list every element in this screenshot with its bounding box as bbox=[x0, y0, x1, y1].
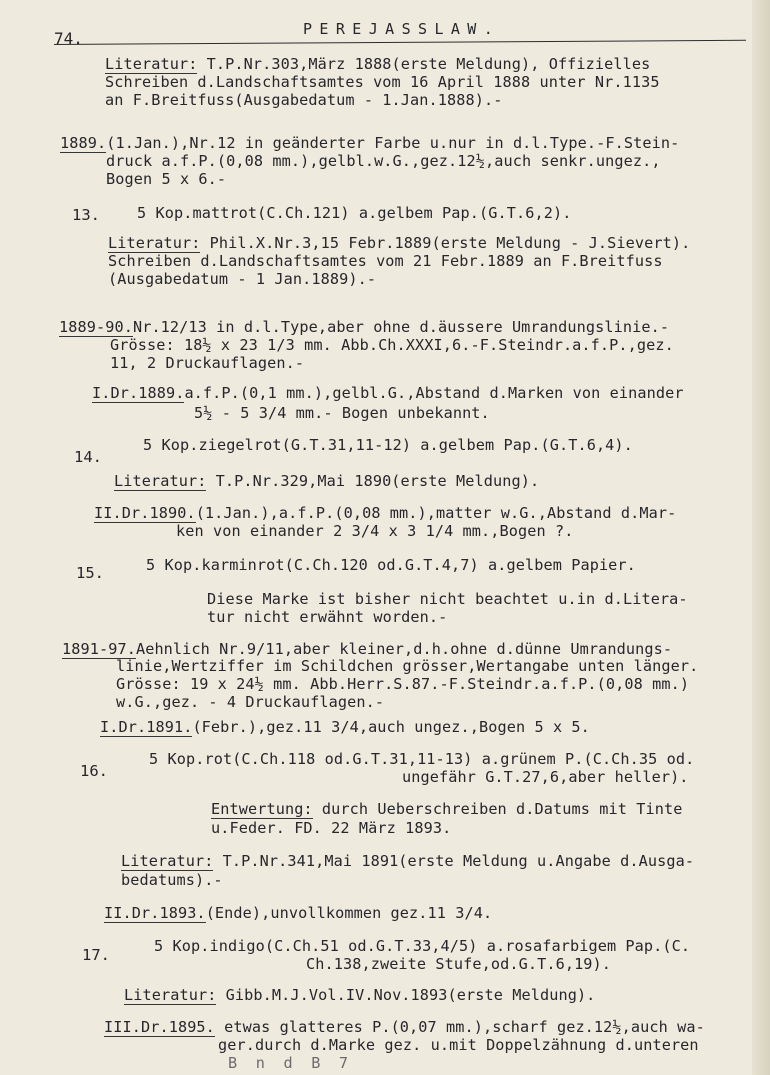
stamp-16-description-line1: 5 Kop.rot(C.Ch.118 od.G.T.31,11-13) a.grünem P.(C.Ch.35 od. bbox=[149, 750, 695, 768]
stamp-17-description-line1: 5 Kop.indigo(C.Ch.51 od.G.T.33,4/5) a.rosafarbigem Pap.(C. bbox=[154, 937, 691, 955]
printing-label: II.Dr.1890. bbox=[94, 504, 196, 522]
issue-year-label: 1889. bbox=[60, 134, 107, 152]
printing-1895-line2: ger.durch d.Marke gez. u.mit Doppelzähnung d.unteren bbox=[218, 1036, 699, 1054]
page-title: PEREJASSLAW. bbox=[303, 20, 501, 38]
issue-1891-97-line4: w.G.,gez. - 4 Druckauflagen.- bbox=[116, 693, 385, 711]
issue-1891-97-line3: Grösse: 19 x 24½ mm. Abb.Herr.S.87.-F.Steindr.a.f.P.(0,08 mm.) bbox=[116, 675, 690, 693]
printing-label: I.Dr.1889. bbox=[92, 384, 185, 402]
printing-label: II.Dr.1893. bbox=[104, 904, 206, 922]
issue-1889-90-line2: Grösse: 18½ x 23 1/3 mm. Abb.Ch.XXXI,6.-F.Steindr.a.f.P.,gez. bbox=[110, 336, 674, 354]
stamp-number-13: 13. bbox=[72, 206, 100, 224]
literature-label: Literatur: bbox=[114, 472, 207, 490]
stamp-number-14: 14. bbox=[74, 448, 102, 466]
cancellation-line1: Entwertung: durch Ueberschreiben d.Datums mit Tinte bbox=[211, 800, 683, 818]
stamp-13-description: 5 Kop.mattrot(C.Ch.121) a.gelbem Pap.(G.T.6,2). bbox=[137, 204, 572, 222]
stamp-number-15: 15. bbox=[76, 564, 104, 582]
issue-1889-line3: Bogen 5 x 6.- bbox=[106, 170, 227, 188]
literature-label: Literatur: bbox=[105, 55, 198, 73]
literature-1888-line1: Literatur: T.P.Nr.303,März 1888(erste Meldung), Offizielles bbox=[105, 55, 651, 73]
literature-1889-line1: Literatur: Phil.X.Nr.3,15 Febr.1889(erste Meldung - J.Sievert). bbox=[108, 234, 691, 252]
printing-1891-line1: I.Dr.1891.(Febr.),gez.11 3/4,auch ungez.,Bogen 5 x 5. bbox=[100, 718, 590, 736]
issue-1889-line2: druck a.f.P.(0,08 mm.),gelbl.w.G.,gez.12½,auch senkr.ungez., bbox=[106, 152, 661, 170]
stamp-15-note-line2: tur nicht erwähnt worden.- bbox=[207, 608, 448, 626]
stamp-number-17: 17. bbox=[82, 946, 110, 964]
printing-label: III.Dr.1895. bbox=[104, 1018, 215, 1036]
printing-1889-line2: 5½ - 5 3/4 mm.- Bogen unbekannt. bbox=[194, 404, 490, 422]
literature-1889-line3: (Ausgabedatum - 1 Jan.1889).- bbox=[108, 270, 377, 288]
printing-1889-line1: I.Dr.1889.a.f.P.(0,1 mm.),gelbl.G.,Abstand d.Marken von einander bbox=[92, 384, 684, 402]
stamp-15-description: 5 Kop.karminrot(C.Ch.120 od.G.T.4,7) a.gelbem Papier. bbox=[146, 556, 636, 574]
stamp-15-note-line1: Diese Marke ist bisher nicht beachtet u.in d.Litera- bbox=[207, 590, 688, 608]
issue-year-label: 1889-90. bbox=[59, 318, 133, 336]
issue-1889-line1: 1889.(1.Jan.),Nr.12 in geänderter Farbe u.nur in d.l.Type.-F.Stein- bbox=[60, 134, 680, 152]
issue-1891-97-line2: linie,Wertziffer im Schildchen grösser,Wertangabe unten länger. bbox=[116, 657, 699, 675]
issue-year-label: 1891-97. bbox=[62, 640, 136, 658]
literature-1891-line2: bedatums).- bbox=[121, 871, 223, 889]
literature-1889-line2: Schreiben d.Landschaftsamtes vom 21 Febr.1889 an F.Breitfuss bbox=[108, 252, 663, 270]
page-edge-shadow bbox=[752, 0, 770, 1075]
issue-1889-90-line3: 11, 2 Druckauflagen.- bbox=[110, 354, 305, 372]
printing-label: I.Dr.1891. bbox=[100, 718, 193, 736]
issue-1889-90-line1: 1889-90.Nr.12/13 in d.l.Type,aber ohne d.äussere Umrandungslinie.- bbox=[59, 318, 670, 336]
issue-1891-97-line1: 1891-97.Aehnlich Nr.9/11,aber kleiner,d.h.ohne d.dünne Umrandungs- bbox=[62, 640, 673, 658]
stamp-16-description-line2: ungefähr G.T.27,6,aber heller). bbox=[402, 768, 689, 786]
stamp-17-description-line2: Ch.138,zweite Stufe,od.G.T.6,19). bbox=[306, 955, 612, 973]
literature-1890-line1: Literatur: T.P.Nr.329,Mai 1890(erste Meldung). bbox=[114, 472, 540, 490]
stamp-number-16: 16. bbox=[80, 762, 108, 780]
header-rule bbox=[54, 40, 746, 45]
literature-label: Literatur: bbox=[121, 852, 214, 870]
literature-label: Literatur: bbox=[124, 986, 217, 1004]
printing-1893-line1: II.Dr.1893.(Ende),unvollkommen gez.11 3/4. bbox=[104, 904, 493, 922]
literature-1893-line1: Literatur: Gibb.M.J.Vol.IV.Nov.1893(erste Meldung). bbox=[124, 986, 596, 1004]
page-number: 74. bbox=[54, 29, 83, 48]
cancellation-label: Entwertung: bbox=[211, 800, 313, 818]
printing-1895-line1: III.Dr.1895. etwas glatteres P.(0,07 mm.),scharf gez.12½,auch wa- bbox=[104, 1018, 705, 1036]
literature-1891-line1: Literatur: T.P.Nr.341,Mai 1891(erste Meldung u.Angabe d.Ausga- bbox=[121, 852, 695, 870]
literature-label: Literatur: bbox=[108, 234, 201, 252]
printing-1890-line1: II.Dr.1890.(1.Jan.),a.f.P.(0,08 mm.),matter w.G.,Abstand d.Mar- bbox=[94, 504, 677, 522]
cancellation-line2: u.Feder. FD. 22 März 1893. bbox=[211, 819, 452, 837]
literature-1888-line3: an F.Breitfuss(Ausgabedatum - 1.Jan.1888).- bbox=[105, 91, 503, 109]
stamp-14-description: 5 Kop.ziegelrot(G.T.31,11-12) a.gelbem Pap.(G.T.6,4). bbox=[143, 436, 633, 454]
printing-1895-line3: B n d B 7 bbox=[228, 1054, 349, 1072]
printing-1890-line2: ken von einander 2 3/4 x 3 1/4 mm.,Bogen ?. bbox=[176, 522, 574, 540]
literature-1888-line2: Schreiben d.Landschaftsamtes vom 16 April 1888 unter Nr.1135 bbox=[105, 73, 660, 91]
